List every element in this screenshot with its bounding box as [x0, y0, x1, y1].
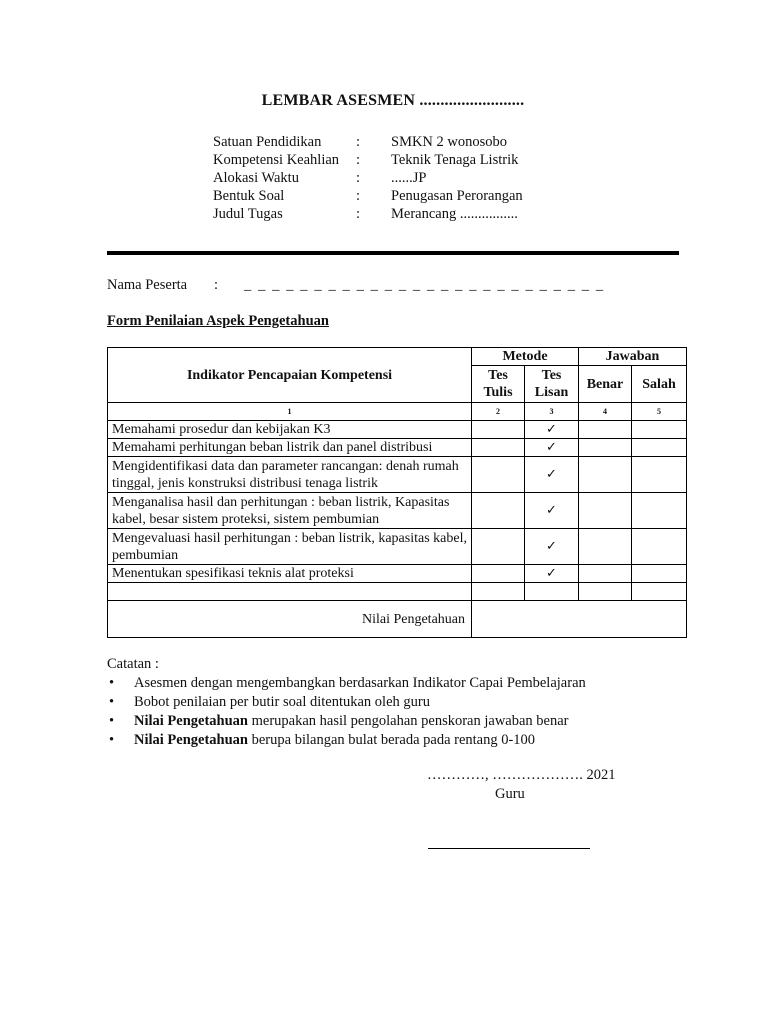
column-number: 1: [108, 403, 472, 421]
note-text: Bobot penilaian per butir soal ditentukan oleh guru: [134, 694, 430, 710]
bullet-icon: •: [109, 675, 115, 691]
tes-lisan-check-icon[interactable]: ✓: [525, 457, 579, 493]
salah-cell[interactable]: [632, 457, 687, 493]
salah-cell[interactable]: [632, 583, 687, 601]
table-row: [108, 529, 687, 565]
header-indicator: Indikator Pencapaian Kompetensi: [108, 348, 472, 403]
bullet-icon: •: [109, 732, 115, 748]
info-colon: :: [356, 134, 361, 150]
form-title: Form Penilaian Aspek Pengetahuan: [107, 313, 329, 329]
participant-name-colon: :: [214, 277, 219, 293]
tes-tulis-cell[interactable]: [472, 583, 525, 601]
list-item: [107, 693, 586, 712]
column-number: 4: [579, 403, 632, 421]
salah-cell[interactable]: [632, 421, 687, 439]
tes-lisan-check-icon[interactable]: ✓: [525, 439, 579, 457]
list-item: [107, 731, 586, 750]
list-item: [107, 674, 586, 693]
info-row-kompetensi: [213, 151, 591, 169]
note-bold: Nilai Pengetahuan: [134, 713, 248, 729]
signature-role: Guru: [495, 786, 525, 802]
benar-cell[interactable]: [579, 439, 632, 457]
column-number: 2: [472, 403, 525, 421]
note-text: berupa bilangan bulat berada pada rentang 0-100: [248, 732, 536, 748]
nilai-pengetahuan-value[interactable]: [472, 601, 687, 638]
tes-lisan-check-icon[interactable]: ✓: [525, 493, 579, 529]
indicator-cell: Memahami prosedur dan kebijakan K3: [108, 421, 472, 439]
bullet-icon: •: [109, 713, 115, 729]
indicator-cell: Mengidentifikasi data dan parameter rancangan: denah rumah tinggal, jenis konstruksi distribusi tenaga listrik: [108, 457, 472, 493]
notes-section: [107, 655, 586, 750]
tes-tulis-cell[interactable]: [472, 439, 525, 457]
indicator-cell: Menganalisa hasil dan perhitungan : beban listrik, Kapasitas kabel, besar sistem proteksi, sistem pembumian: [108, 493, 472, 529]
salah-cell[interactable]: [632, 439, 687, 457]
info-label: Judul Tugas: [213, 206, 283, 222]
column-number: 5: [632, 403, 687, 421]
info-block: [213, 133, 591, 223]
table-row: [108, 493, 687, 529]
indicator-cell: Menentukan spesifikasi teknis alat proteksi: [108, 565, 472, 583]
table-row: [108, 457, 687, 493]
benar-cell[interactable]: [579, 493, 632, 529]
info-value: ......JP: [391, 170, 427, 186]
info-colon: :: [356, 188, 361, 204]
tes-lisan-check-icon[interactable]: ✓: [525, 421, 579, 439]
header-benar: Benar: [579, 366, 632, 403]
indicator-cell[interactable]: [108, 583, 472, 601]
info-row-bentuk: [213, 187, 591, 205]
tes-tulis-cell[interactable]: [472, 565, 525, 583]
note-text: Asesmen dengan mengembangkan berdasarkan Indikator Capai Pembelajaran: [134, 675, 586, 691]
info-value: SMKN 2 wonosobo: [391, 134, 508, 150]
salah-cell[interactable]: [632, 493, 687, 529]
notes-list: [107, 674, 586, 750]
table-row: [108, 439, 687, 457]
info-row-satuan: [213, 133, 591, 151]
info-value: Merancang ................: [391, 206, 518, 222]
benar-cell[interactable]: [579, 529, 632, 565]
header-jawaban: Jawaban: [579, 348, 687, 366]
column-number-row: [108, 403, 687, 421]
participant-name-blank[interactable]: _ _ _ _ _ _ _ _ _ _ _ _ _ _ _ _ _ _ _ _ _ _ _ _ _ _: [244, 277, 605, 293]
info-value: Penugasan Perorangan: [391, 188, 523, 204]
signature-date: …………, ………………. 2021: [427, 767, 616, 783]
tes-tulis-cell[interactable]: [472, 493, 525, 529]
info-colon: :: [356, 152, 361, 168]
table-row-empty: [108, 583, 687, 601]
nilai-pengetahuan-label: Nilai Pengetahuan: [108, 601, 472, 638]
indicator-cell: Mengevaluasi hasil perhitungan : beban listrik, kapasitas kabel, pembumian: [108, 529, 472, 565]
info-label: Bentuk Soal: [213, 188, 285, 204]
info-label: Satuan Pendidikan: [213, 134, 322, 150]
tes-lisan-check-icon[interactable]: ✓: [525, 529, 579, 565]
info-label: Alokasi Waktu: [213, 170, 299, 186]
note-text: merupakan hasil pengolahan penskoran jawaban benar: [248, 713, 569, 729]
info-label: Kompetensi Keahlian: [213, 152, 340, 168]
tes-lisan-check-icon[interactable]: ✓: [525, 565, 579, 583]
info-colon: :: [356, 170, 361, 186]
header-tes-lisan: Tes Lisan: [525, 366, 579, 403]
info-colon: :: [356, 206, 361, 222]
participant-name-row: [107, 277, 605, 294]
info-row-alokasi: [213, 169, 591, 187]
benar-cell[interactable]: [579, 457, 632, 493]
tes-tulis-cell[interactable]: [472, 457, 525, 493]
note-bold: Nilai Pengetahuan: [134, 732, 248, 748]
benar-cell[interactable]: [579, 583, 632, 601]
header-salah: Salah: [632, 366, 687, 403]
bullet-icon: •: [109, 694, 115, 710]
assessment-table: [107, 347, 687, 638]
info-row-judul: [213, 205, 591, 223]
benar-cell[interactable]: [579, 565, 632, 583]
list-item: [107, 712, 586, 731]
benar-cell[interactable]: [579, 421, 632, 439]
document-title: LEMBAR ASESMEN .........................: [261, 92, 525, 109]
salah-cell[interactable]: [632, 565, 687, 583]
column-number: 3: [525, 403, 579, 421]
section-divider: [107, 251, 679, 255]
participant-name-label: Nama Peserta: [107, 277, 188, 293]
tes-tulis-cell[interactable]: [472, 421, 525, 439]
nilai-row: [108, 601, 687, 638]
indicator-cell: Memahami perhitungan beban listrik dan panel distribusi: [108, 439, 472, 457]
tes-lisan-cell[interactable]: [525, 583, 579, 601]
table-row: [108, 421, 687, 439]
notes-heading: Catatan :: [107, 656, 159, 672]
salah-cell[interactable]: [632, 529, 687, 565]
signature-line: [428, 848, 590, 849]
info-value: Teknik Tenaga Listrik: [391, 152, 519, 168]
header-metode: Metode: [472, 348, 579, 366]
header-tes-tulis: Tes Tulis: [472, 366, 525, 403]
table-row: [108, 565, 687, 583]
tes-tulis-cell[interactable]: [472, 529, 525, 565]
